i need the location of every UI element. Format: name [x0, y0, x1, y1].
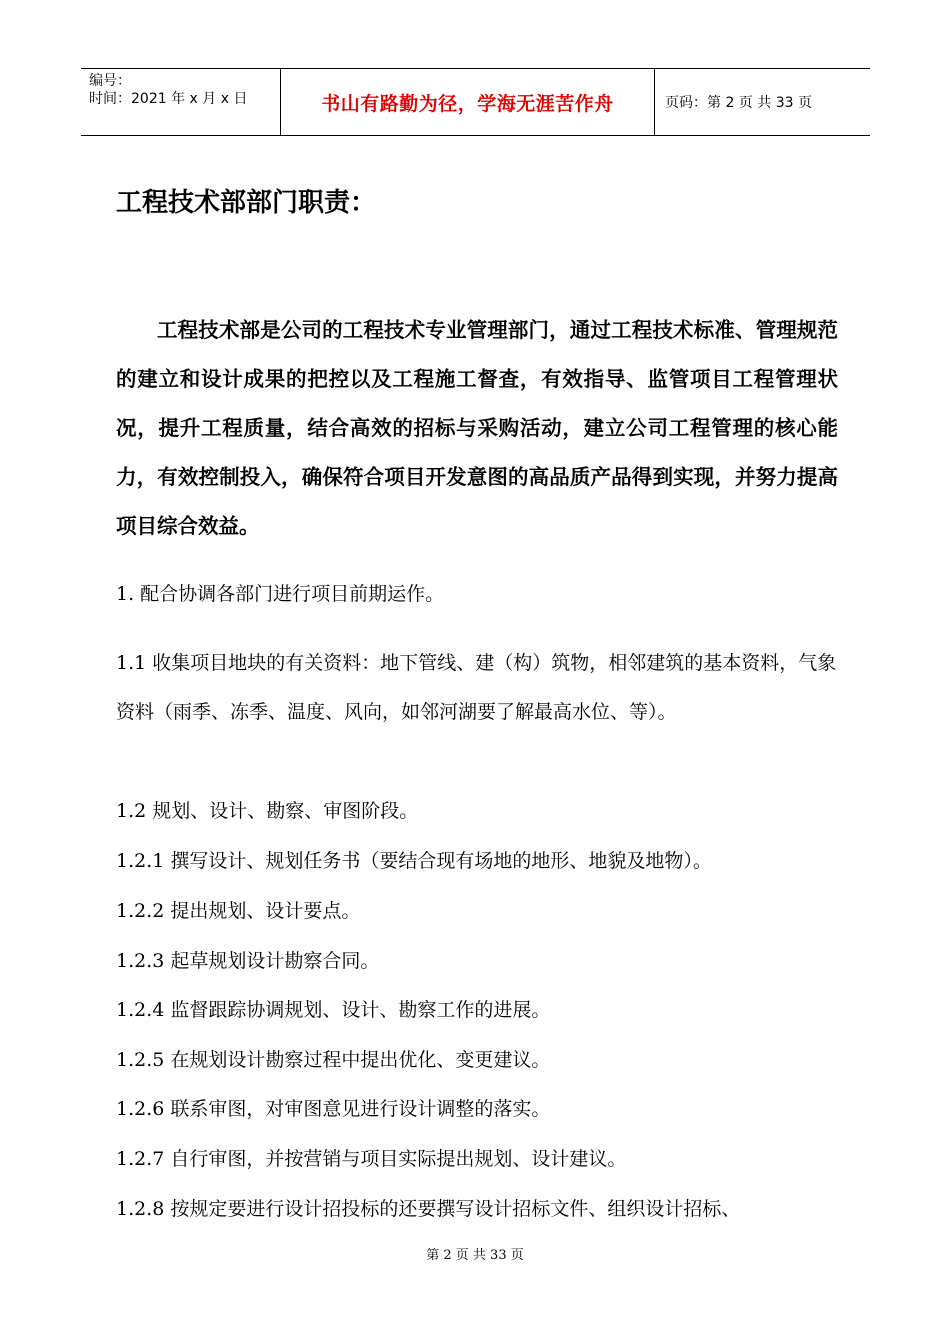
intro-paragraph: 工程技术部是公司的工程技术专业管理部门，通过工程技术标准、管理规范的建立和设计成果的把控以及工程施工督查，有效指导、监管项目工程管理状况，提升工程质量，结合高效的招标与采购活动，建立公司工程管理的核心能力，有效控制投入，确保符合项目开发意图的高品质产品得到实现，并努力提高项目综合效益。 — [116, 318, 838, 538]
list-item: 1.2.8 按规定要进行设计招投标的还要撰写设计招标文件、组织设计招标、 — [116, 1198, 741, 1220]
list-item: 1.2.2 提出规划、设计要点。 — [116, 900, 361, 922]
list-item: 1.2.4 监督跟踪协调规划、设计、勘察工作的进展。 — [116, 999, 551, 1021]
list-item: 1.1 收集项目地块的有关资料：地下管线、建（构）筑物，相邻建筑的基本资料，气象资料（雨季、冻季、温度、风向，如邻河湖要了解最高水位、等）。 — [116, 652, 837, 723]
document-time: 时间：2021 年 x 月 x 日 — [89, 91, 248, 107]
header-page-code: 页码：第 2 页 共 33 页 — [665, 95, 812, 111]
header-motto: 书山有路勤为径，学海无涯苦作舟 — [321, 92, 614, 115]
document-number-label: 编号： — [89, 73, 131, 89]
header-table — [81, 68, 870, 136]
list-item: 1.2.5 在规划设计勘察过程中提出优化、变更建议。 — [116, 1049, 551, 1071]
list-item: 1. 配合协调各部门进行项目前期运作。 — [116, 583, 445, 605]
page-title: 工程技术部部门职责： — [116, 188, 377, 218]
list-item: 1.2.3 起草规划设计勘察合同。 — [116, 950, 380, 972]
header-page-cell — [655, 69, 870, 135]
list-item: 1.2.6 联系审图，对审图意见进行设计调整的落实。 — [116, 1098, 551, 1120]
list-item: 1.2.7 自行审图，并按营销与项目实际提出规划、设计建议。 — [116, 1148, 627, 1170]
list-item: 1.2.1 撰写设计、规划任务书（要结合现有场地的地形、地貌及地物）。 — [116, 850, 712, 872]
page-footer: 第 2 页 共 33 页 — [426, 1248, 524, 1263]
header-meta-cell — [81, 69, 281, 135]
list-item: 1.2 规划、设计、勘察、审图阶段。 — [116, 800, 419, 822]
header-motto-cell — [281, 69, 655, 135]
